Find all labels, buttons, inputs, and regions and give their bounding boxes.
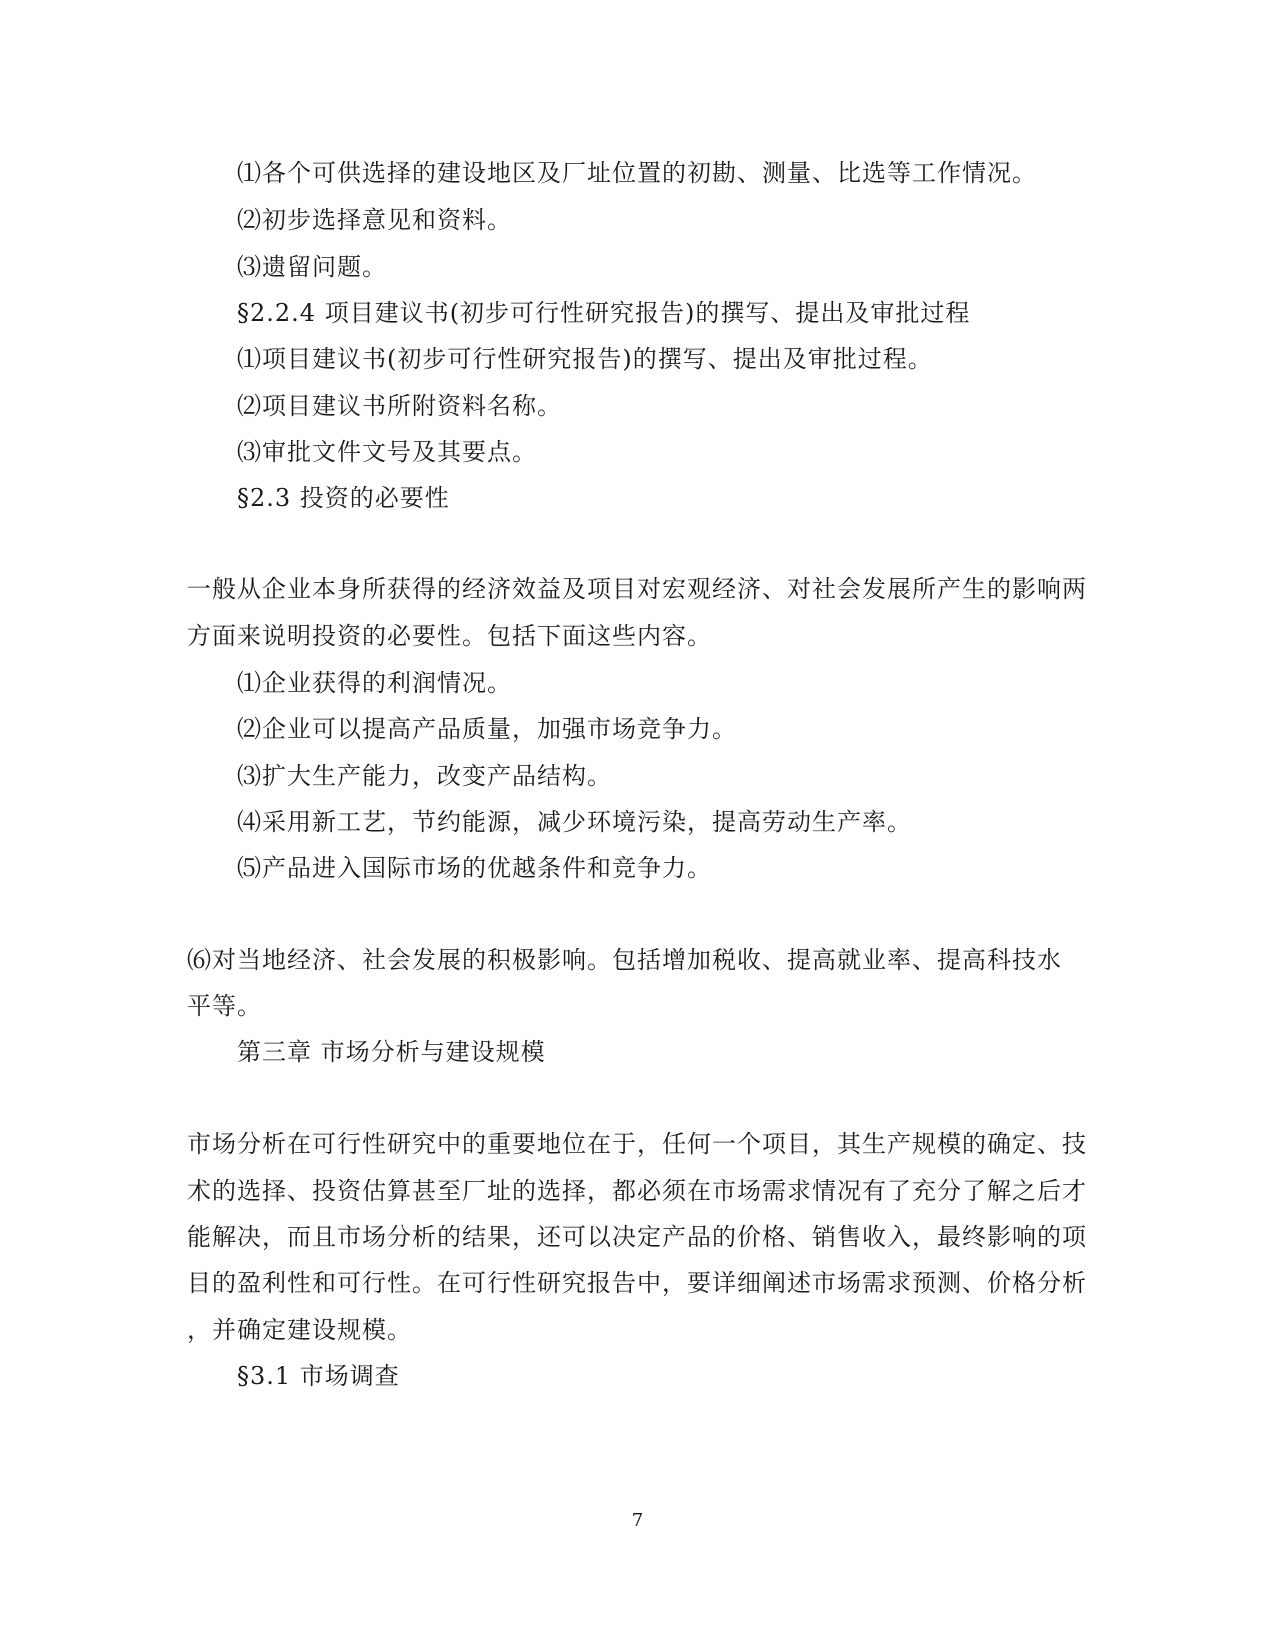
list-item-attached-materials: ⑵项目建议书所附资料名称。: [237, 392, 562, 420]
paragraph-line: 术的选择、投资估算甚至厂址的选择，都必须在市场需求情况有了充分了解之后才: [187, 1177, 1087, 1205]
list-item-approval-documents: ⑶审批文件文号及其要点。: [237, 438, 537, 466]
paragraph-line: ，并确定建设规模。: [187, 1316, 412, 1344]
list-item-proposal-process: ⑴项目建议书(初步可行性研究报告)的撰写、提出及审批过程。: [237, 345, 933, 373]
paragraph-line: 目的盈利性和可行性。在可行性研究报告中，要详细阐述市场需求预测、价格分析: [187, 1269, 1087, 1297]
paragraph-line: 能解决，而且市场分析的结果，还可以决定产品的价格、销售收入，最终影响的项: [187, 1223, 1087, 1251]
list-item-remaining-issues: ⑶遗留问题。: [237, 253, 387, 281]
list-item-site-survey: ⑴各个可供选择的建设地区及厂址位置的初勘、测量、比选等工作情况。: [237, 159, 1037, 187]
paragraph-line: 平等。: [187, 992, 262, 1020]
list-item-quality: ⑵企业可以提高产品质量，加强市场竞争力。: [237, 715, 737, 743]
paragraph-line: 方面来说明投资的必要性。包括下面这些内容。: [187, 622, 712, 650]
page-number: 7: [631, 1510, 644, 1531]
list-item-capacity: ⑶扩大生产能力，改变产品结构。: [237, 762, 612, 790]
list-item-new-process: ⑷采用新工艺，节约能源，减少环境污染，提高劳动生产率。: [237, 808, 912, 836]
list-item-international-market: ⑸产品进入国际市场的优越条件和竞争力。: [237, 854, 712, 882]
list-item-preliminary-opinion: ⑵初步选择意见和资料。: [237, 206, 512, 234]
section-heading-3-1: §3.1 市场调查: [237, 1362, 400, 1390]
list-item-profit: ⑴企业获得的利润情况。: [237, 669, 512, 697]
section-heading-2-3: §2.3 投资的必要性: [237, 484, 450, 512]
paragraph-line: 一般从企业本身所获得的经济效益及项目对宏观经济、对社会发展所产生的影响两: [187, 575, 1087, 603]
section-heading-2-2-4: §2.2.4 项目建议书(初步可行性研究报告)的撰写、提出及审批过程: [237, 299, 971, 327]
paragraph-line: 市场分析在可行性研究中的重要地位在于，任何一个项目，其生产规模的确定、技: [187, 1130, 1087, 1158]
list-item-local-impact: ⑹对当地经济、社会发展的积极影响。包括增加税收、提高就业率、提高科技水: [187, 946, 1062, 974]
chapter-heading: 第三章 市场分析与建设规模: [237, 1038, 546, 1066]
